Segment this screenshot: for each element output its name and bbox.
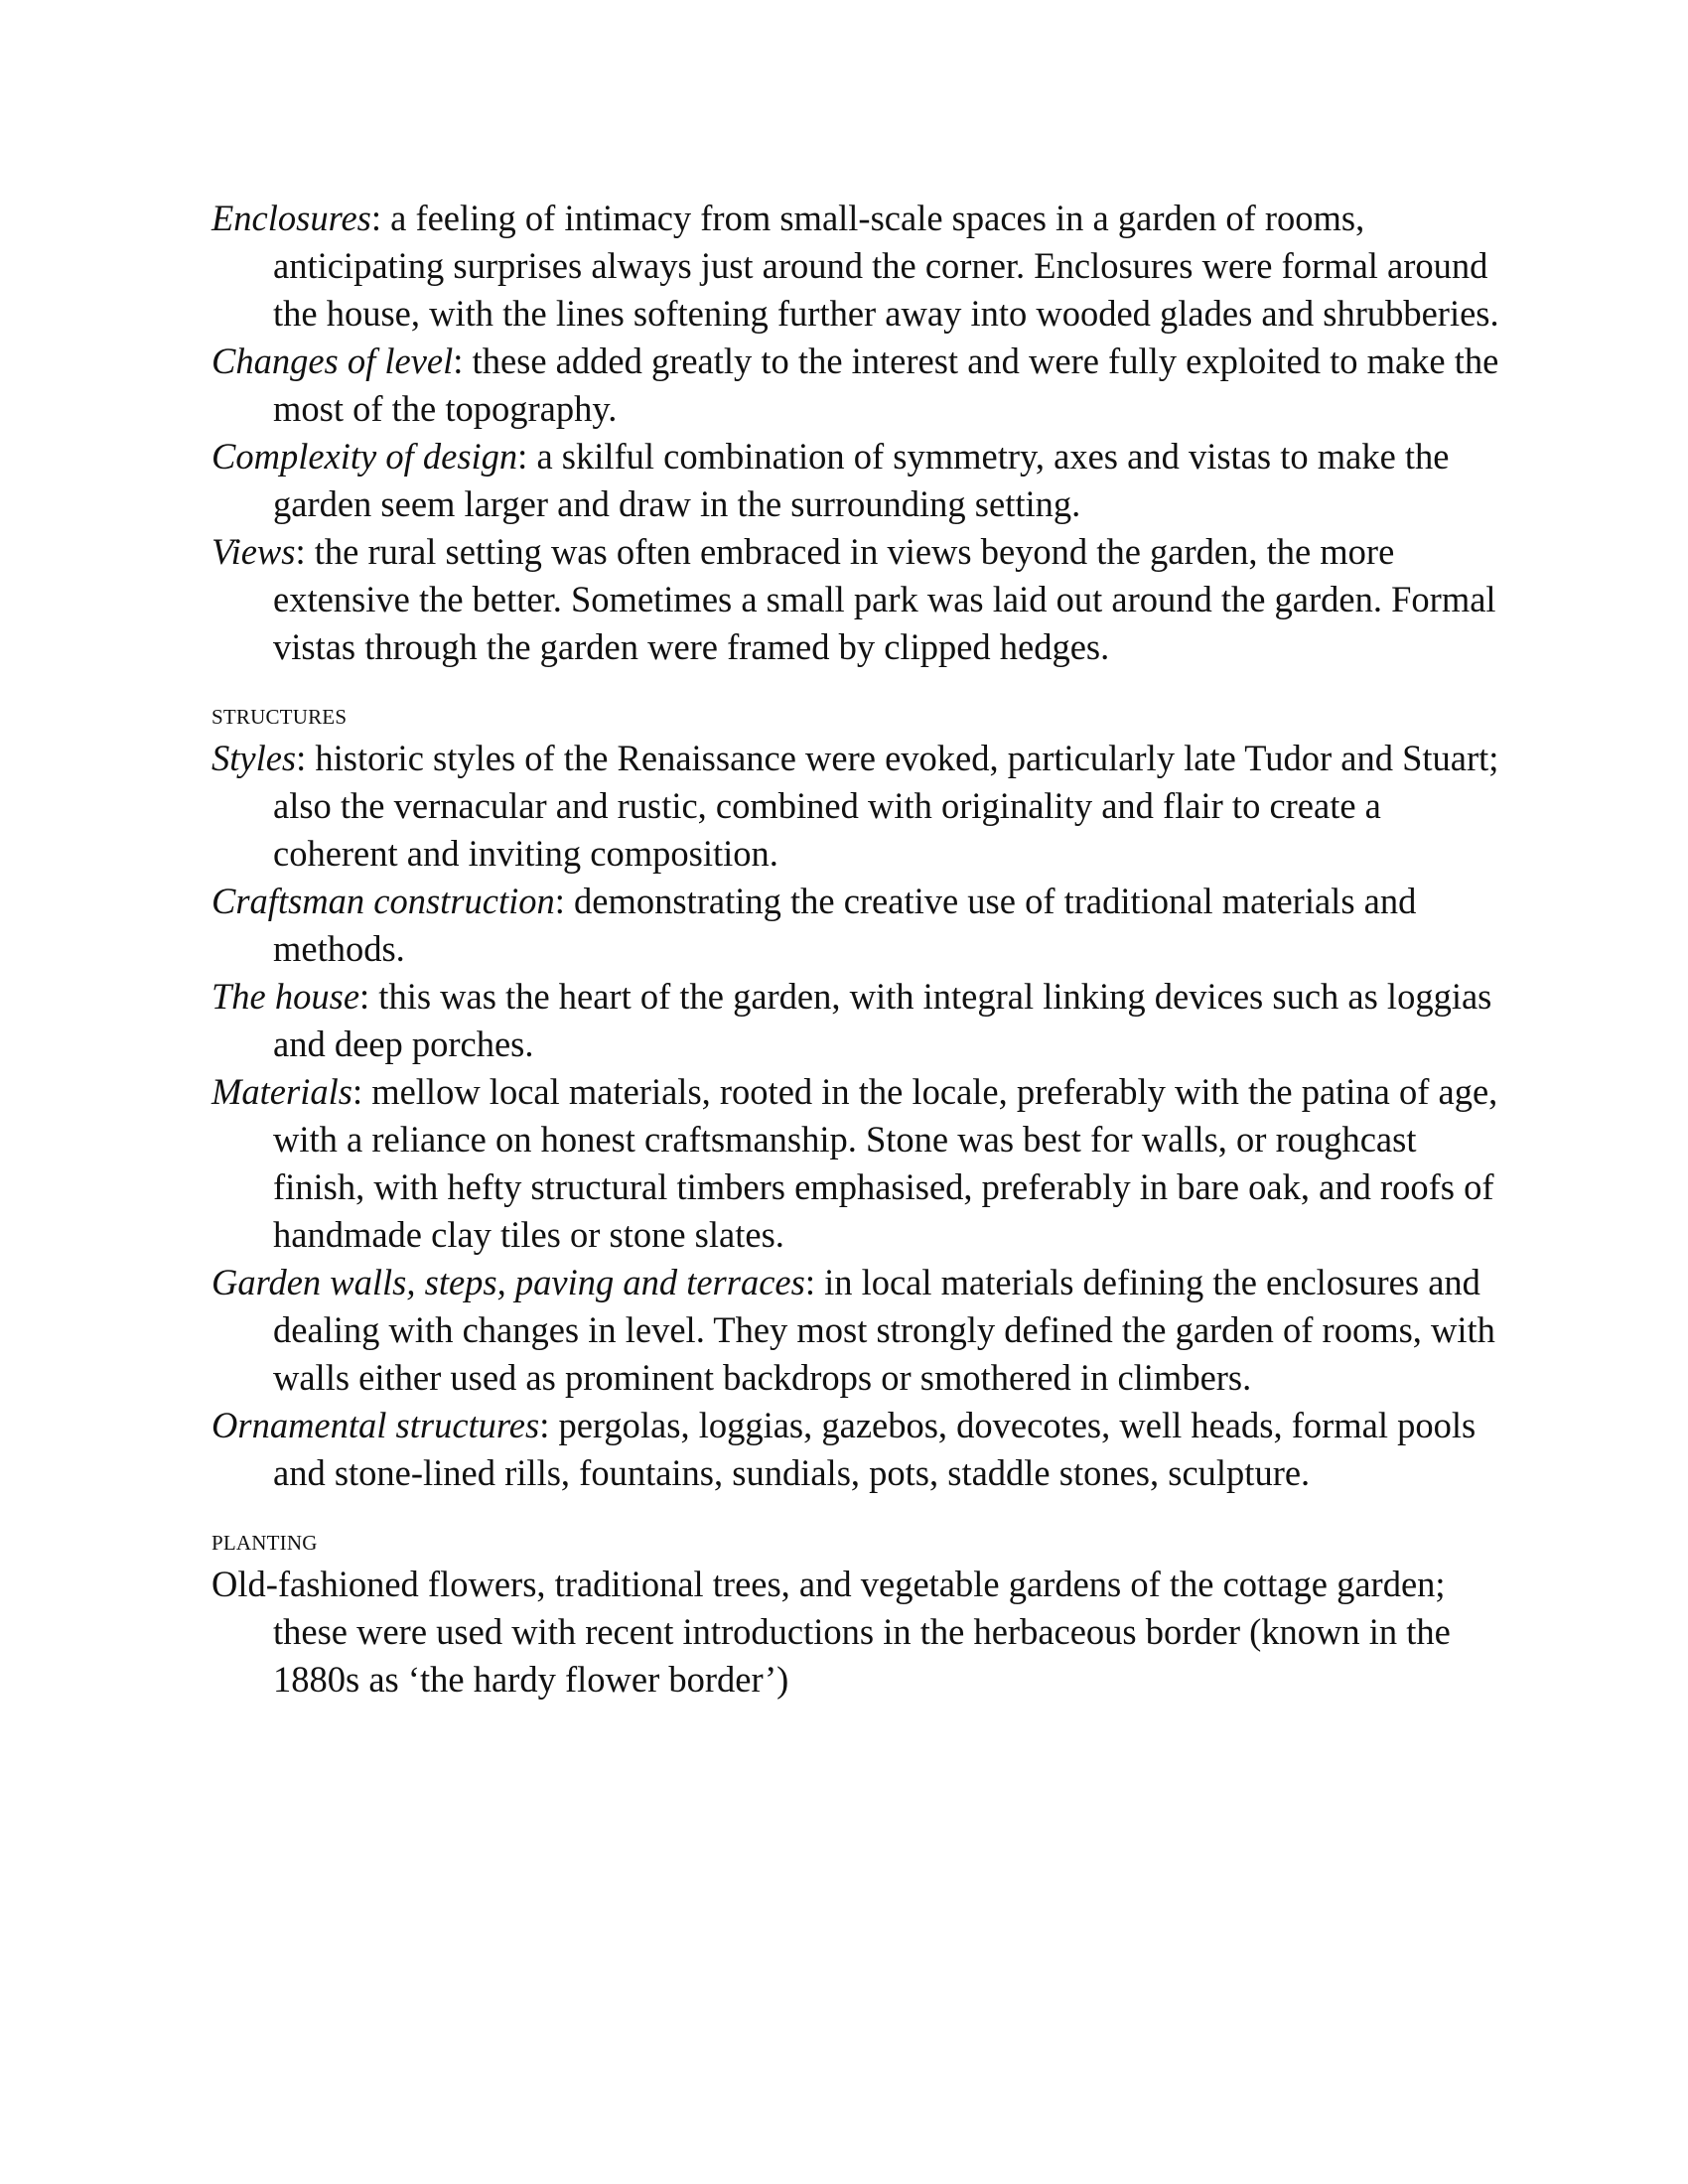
entry-the-house bbox=[211, 973, 1502, 1068]
entry-text: : demonstrating the creative use of traditional materials and methods. bbox=[273, 881, 1417, 969]
entry-term: Complexity of design bbox=[211, 436, 518, 477]
entry-text: : pergolas, loggias, gazebos, dovecotes, well heads, formal pools and stone-lined rills, fountains, sundials, pots, staddle stones, sculpture. bbox=[273, 1405, 1477, 1493]
entry-enclosures bbox=[211, 195, 1502, 338]
section-heading-planting: PLANTING bbox=[211, 1531, 318, 1555]
entry-term: Enclosures bbox=[211, 198, 371, 238]
entry-text: : a feeling of intimacy from small-scale spaces in a garden of rooms, anticipating surprises always just around the corner. Enclosures were formal around the house, with the lines softening further away into wooded glades and shrubberies. bbox=[273, 198, 1499, 334]
entry-craftsman-construction bbox=[211, 878, 1502, 973]
entry-term: Styles bbox=[211, 738, 297, 778]
entry-ornamental-structures bbox=[211, 1402, 1502, 1497]
entry-text: : a skilful combination of symmetry, axes and vistas to make the garden seem larger and draw in the surrounding setting. bbox=[273, 436, 1450, 524]
entry-text: : these added greatly to the interest and were fully exploited to make the most of the topography. bbox=[273, 341, 1499, 429]
entry-term: Ornamental structures bbox=[211, 1405, 540, 1445]
entry-styles bbox=[211, 735, 1502, 878]
entry-term: The house bbox=[211, 976, 360, 1017]
entry-term: Changes of level bbox=[211, 341, 454, 381]
document-page bbox=[211, 195, 1502, 1704]
entry-term: Materials bbox=[211, 1071, 352, 1112]
entry-materials bbox=[211, 1068, 1502, 1259]
entry-term: Garden walls, steps, paving and terraces bbox=[211, 1262, 805, 1302]
entry-text: Old-fashioned flowers, traditional trees, and vegetable gardens of the cottage garden; these were used with recent introductions in the herbaceous border (known in the 1880s as ‘the hardy flower border’) bbox=[211, 1564, 1451, 1700]
entry-term: Views bbox=[211, 531, 296, 572]
entry-changes-of-level bbox=[211, 338, 1502, 433]
entry-text: : in local materials defining the enclosures and dealing with changes in level. They most strongly defined the garden of rooms, with walls either used as prominent backdrops or smothered in climbers. bbox=[273, 1262, 1495, 1398]
entry-text: : this was the heart of the garden, with integral linking devices such as loggias and deep porches. bbox=[273, 976, 1492, 1064]
entry-views bbox=[211, 528, 1502, 671]
entry-planting bbox=[211, 1561, 1502, 1704]
entry-text: : historic styles of the Renaissance were evoked, particularly late Tudor and Stuart; also the vernacular and rustic, combined with originality and flair to create a coherent and inviting composition. bbox=[273, 738, 1499, 874]
entry-term: Craftsman construction bbox=[211, 881, 555, 921]
entry-text: : the rural setting was often embraced in views beyond the garden, the more extensive the better. Sometimes a small park was laid out around the garden. Formal vistas through the garden were framed by clipped hedges. bbox=[273, 531, 1496, 667]
entry-complexity-of-design bbox=[211, 433, 1502, 528]
entry-text: : mellow local materials, rooted in the locale, preferably with the patina of age, with a reliance on honest craftsmanship. Stone was best for walls, or roughcast finish, with hefty structural timbers emphasised, preferably in bare oak, and roofs of handmade clay tiles or stone slates. bbox=[273, 1071, 1498, 1255]
section-heading-structures: STRUCTURES bbox=[211, 705, 348, 729]
entry-garden-walls bbox=[211, 1259, 1502, 1402]
